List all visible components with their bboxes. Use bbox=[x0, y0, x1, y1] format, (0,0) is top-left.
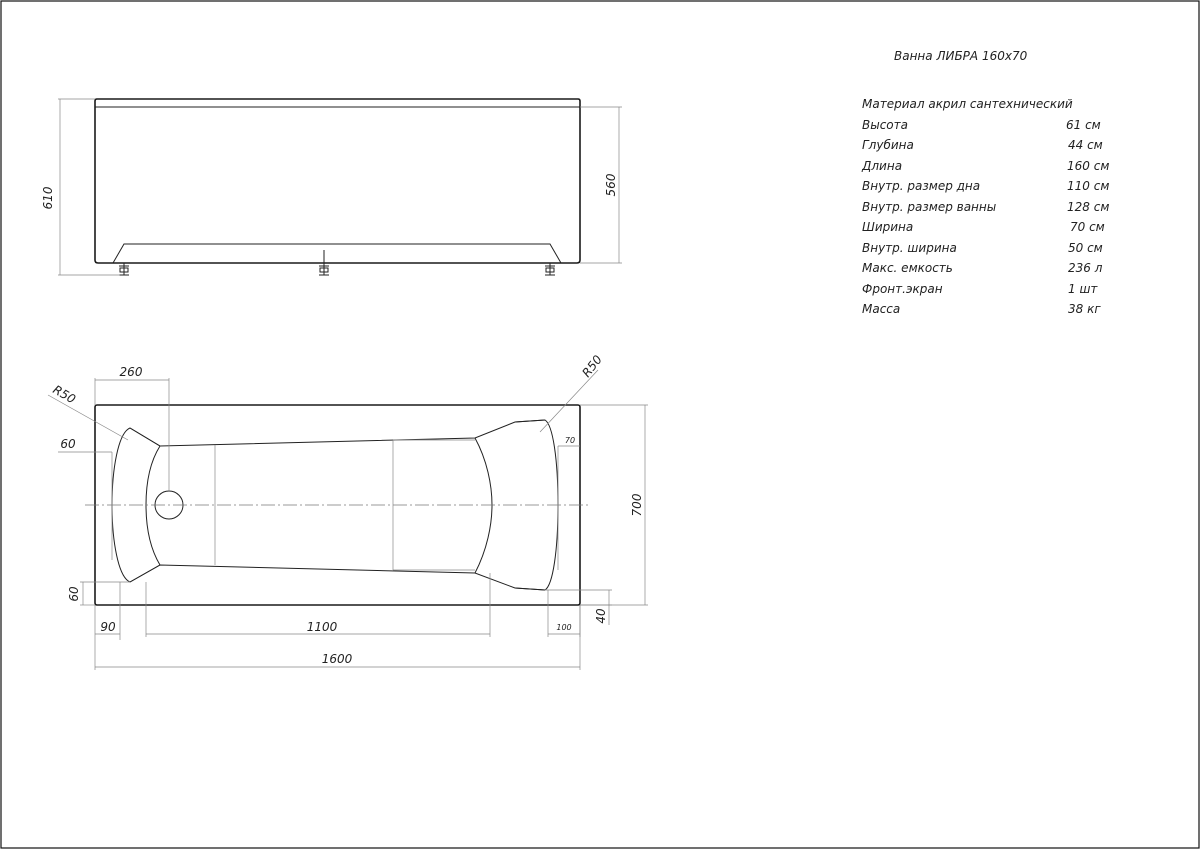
dim-bottom-inset: 60 bbox=[67, 586, 81, 602]
spec-table bbox=[861, 97, 1109, 316]
spec-label: Высота bbox=[862, 118, 908, 132]
spec-label: Масса bbox=[862, 302, 901, 316]
spec-value: 44 см bbox=[1068, 138, 1103, 152]
dim-floor-length: 1100 bbox=[306, 620, 338, 634]
spec-label: Внутр. размер ванны bbox=[862, 200, 997, 214]
side-rim bbox=[95, 99, 580, 107]
top-basin-left-wall bbox=[146, 446, 160, 565]
dim-radius-right: R50 bbox=[579, 352, 605, 380]
spec-value: 1 шт bbox=[1068, 282, 1098, 296]
foot-right bbox=[545, 263, 555, 275]
dim-60-bottom-lines bbox=[80, 582, 130, 605]
drawing-title: Ванна ЛИБРА 160х70 bbox=[894, 49, 1028, 63]
dim-70-right-lines bbox=[558, 446, 580, 570]
corner-bottom-right bbox=[515, 588, 545, 590]
dim-left-bottom: 90 bbox=[100, 620, 116, 634]
dim-right-inset: 70 bbox=[564, 436, 576, 445]
spec-label: Длина bbox=[862, 159, 903, 173]
dim-height-body: 560 bbox=[604, 173, 618, 197]
top-basin-right-wall bbox=[475, 438, 492, 573]
dim-radius-left: R50 bbox=[50, 382, 78, 407]
spec-label: Макс. емкость bbox=[862, 261, 953, 275]
spec-value: 128 см bbox=[1067, 200, 1110, 214]
top-view bbox=[48, 352, 648, 670]
spec-value: 38 кг bbox=[1068, 302, 1101, 316]
dim-left-inset: 60 bbox=[60, 437, 76, 451]
dim-right-floor: 100 bbox=[556, 623, 572, 632]
spec-label: Внутр. ширина bbox=[862, 241, 957, 255]
side-base bbox=[113, 244, 561, 263]
spec-value: 61 см bbox=[1066, 118, 1101, 132]
dim-260-lines bbox=[95, 378, 169, 491]
dim-total-length: 1600 bbox=[321, 652, 353, 666]
dim-width: 700 bbox=[630, 493, 644, 517]
dim-radius-left-leader bbox=[48, 395, 128, 440]
spec-value: 236 л bbox=[1068, 261, 1103, 275]
dim-right-bottom: 40 bbox=[594, 608, 608, 624]
spec-value: 50 см bbox=[1068, 241, 1103, 255]
spec-label: Ширина bbox=[862, 220, 914, 234]
side-body bbox=[95, 107, 580, 263]
sheet-border bbox=[1, 1, 1199, 848]
dim-60-left-lines bbox=[58, 452, 112, 560]
side-view bbox=[41, 99, 622, 275]
foot-left bbox=[119, 263, 129, 275]
spec-label: Глубина bbox=[862, 138, 914, 152]
spec-label: Фронт.экран bbox=[862, 282, 943, 296]
dim-drain-offset: 260 bbox=[119, 365, 143, 379]
spec-value: 110 см bbox=[1067, 179, 1110, 193]
dim-610-lines bbox=[58, 99, 120, 275]
spec-label: Материал акрил сантехнический bbox=[862, 97, 1073, 111]
spec-label: Внутр. размер дна bbox=[862, 179, 981, 193]
corner-top-right bbox=[515, 420, 545, 422]
spec-value: 160 см bbox=[1067, 159, 1110, 173]
spec-value: 70 см bbox=[1070, 220, 1105, 234]
dim-height-total: 610 bbox=[41, 186, 55, 210]
corner-bottom-left bbox=[130, 565, 160, 582]
corner-top-left bbox=[130, 428, 160, 446]
